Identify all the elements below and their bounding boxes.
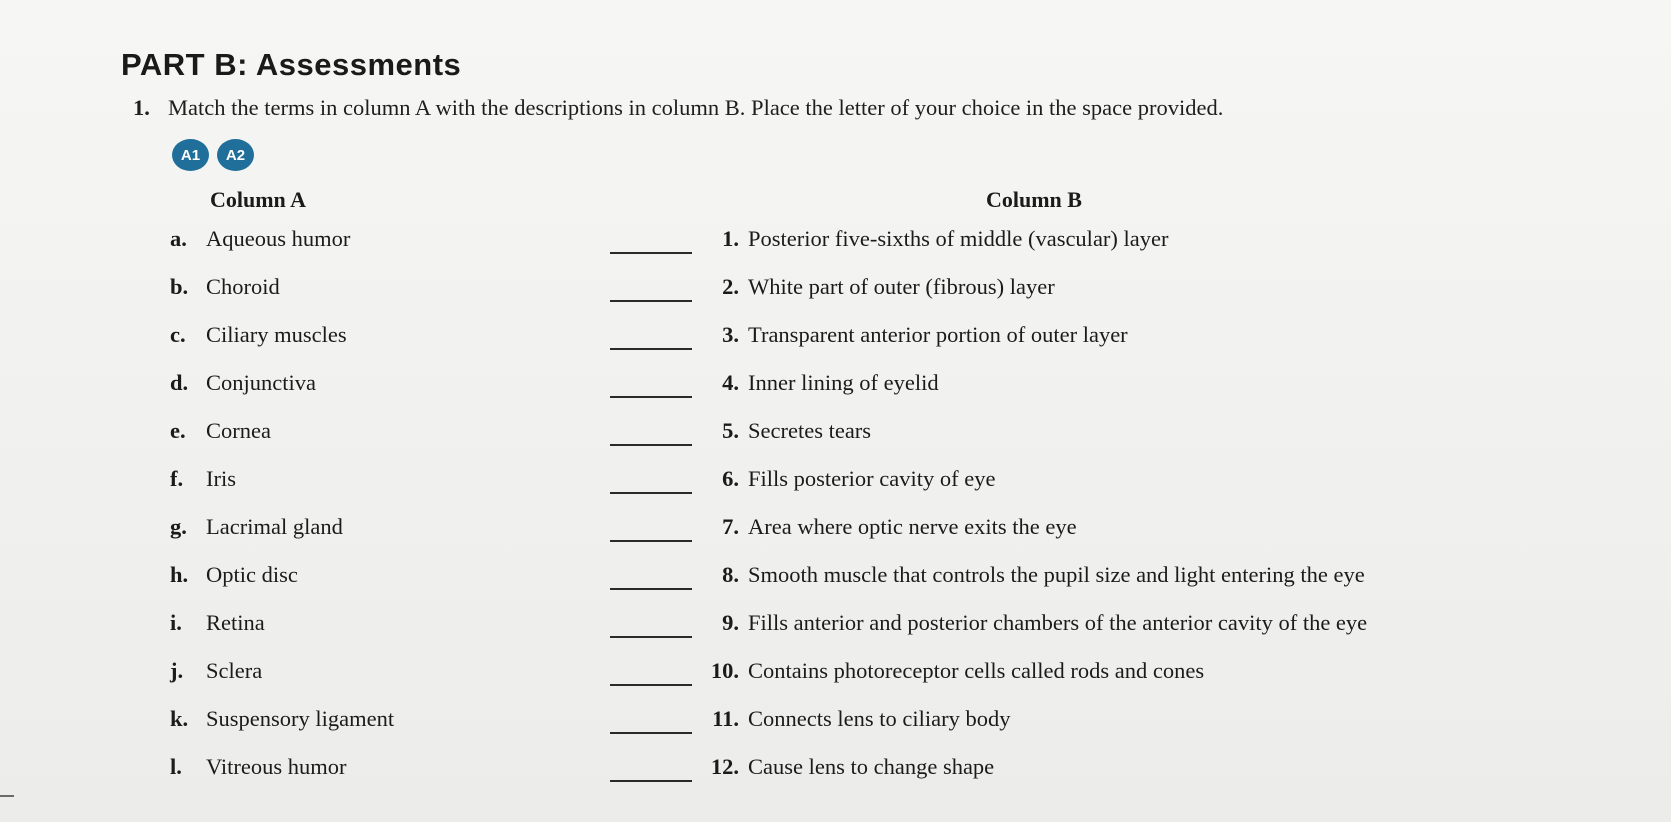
term-text: Aqueous humor: [206, 226, 351, 251]
term-letter: c.: [170, 322, 186, 347]
column-a-term: [170, 610, 265, 636]
question-number: 1.: [133, 95, 150, 120]
term-text: Iris: [206, 466, 236, 491]
description-number: 2.: [722, 274, 739, 299]
term-text: Lacrimal gland: [206, 514, 343, 539]
matching-row: [0, 698, 1671, 746]
answer-blank[interactable]: [610, 636, 692, 638]
term-text: Conjunctiva: [206, 370, 316, 395]
answer-blank[interactable]: [610, 588, 692, 590]
description-text: Transparent anterior portion of outer layer: [748, 322, 1128, 347]
description-number: 10.: [710, 658, 739, 683]
objective-badge-a1: A1: [172, 139, 209, 171]
column-b-description: [695, 658, 1204, 684]
description-number: 5.: [722, 418, 739, 443]
term-letter: a.: [170, 226, 187, 251]
question-prompt: [133, 95, 1223, 121]
column-a-term: [170, 274, 280, 300]
column-b-description: [695, 370, 939, 396]
matching-row: [0, 410, 1671, 458]
answer-blank[interactable]: [610, 348, 692, 350]
term-letter: i.: [170, 610, 182, 635]
matching-row: [0, 362, 1671, 410]
column-b-description: [695, 466, 995, 492]
column-b-description: [695, 514, 1077, 540]
page-title: PART B: Assessments: [121, 47, 462, 82]
description-text: Area where optic nerve exits the eye: [748, 514, 1077, 539]
column-a-term: [170, 418, 271, 444]
objective-badge-a2: A2: [217, 139, 254, 171]
column-b-description: [695, 226, 1169, 252]
column-b-description: [695, 754, 994, 780]
term-letter: g.: [170, 514, 187, 539]
answer-blank[interactable]: [610, 396, 692, 398]
term-letter: h.: [170, 562, 189, 587]
description-text: Connects lens to ciliary body: [748, 706, 1011, 731]
answer-blank[interactable]: [610, 492, 692, 494]
description-text: Contains photoreceptor cells called rods and cones: [748, 658, 1205, 683]
matching-row: [0, 218, 1671, 266]
column-b-description: [695, 418, 871, 444]
matching-row: [0, 602, 1671, 650]
column-a-term: [170, 754, 347, 780]
column-b-description: [695, 706, 1010, 732]
answer-blank[interactable]: [610, 540, 692, 542]
term-text: Vitreous humor: [206, 754, 347, 779]
term-text: Optic disc: [206, 562, 298, 587]
description-number: 3.: [722, 322, 739, 347]
term-letter: j.: [170, 658, 184, 683]
objective-badges: [172, 139, 254, 171]
matching-row: [0, 458, 1671, 506]
column-a-term: [170, 706, 394, 732]
description-number: 1.: [722, 226, 739, 251]
term-letter: f.: [170, 466, 184, 491]
column-a-term: [170, 322, 347, 348]
column-b-description: [695, 322, 1128, 348]
answer-blank[interactable]: [610, 252, 692, 254]
column-a-term: [170, 466, 236, 492]
matching-row: [0, 554, 1671, 602]
term-letter: d.: [170, 370, 189, 395]
term-letter: l.: [170, 754, 182, 779]
term-text: Cornea: [206, 418, 271, 443]
term-text: Choroid: [206, 274, 280, 299]
column-a-term: [170, 370, 316, 396]
column-b-header: Column B: [986, 187, 1082, 212]
answer-blank[interactable]: [610, 444, 692, 446]
term-text: Retina: [206, 610, 265, 635]
description-text: Fills anterior and posterior chambers of the anterior cavity of the eye: [748, 610, 1368, 635]
matching-list: [0, 218, 1671, 794]
page-edge-mark: [0, 795, 14, 797]
column-a-term: [170, 514, 343, 540]
description-text: White part of outer (fibrous) layer: [748, 274, 1055, 299]
description-number: 6.: [722, 466, 739, 491]
column-a-term: [170, 658, 262, 684]
term-letter: k.: [170, 706, 189, 731]
matching-row: [0, 506, 1671, 554]
answer-blank[interactable]: [610, 300, 692, 302]
term-text: Sclera: [206, 658, 263, 683]
description-number: 9.: [722, 610, 739, 635]
column-a-term: [170, 226, 350, 252]
description-number: 7.: [722, 514, 739, 539]
description-text: Secretes tears: [748, 418, 872, 443]
matching-row: [0, 266, 1671, 314]
matching-row: [0, 314, 1671, 362]
matching-row: [0, 746, 1671, 794]
column-a-header: Column A: [210, 187, 306, 212]
question-text: Match the terms in column A with the descriptions in column B. Place the letter of your choice in the space provided.: [168, 95, 1224, 120]
term-letter: e.: [170, 418, 186, 443]
description-number: 12.: [710, 754, 739, 779]
description-text: Inner lining of eyelid: [748, 370, 939, 395]
description-number: 11.: [712, 706, 739, 731]
description-text: Smooth muscle that controls the pupil size and light entering the eye: [748, 562, 1365, 587]
description-number: 4.: [722, 370, 739, 395]
column-b-description: [695, 274, 1055, 300]
answer-blank[interactable]: [610, 684, 692, 686]
description-text: Fills posterior cavity of eye: [748, 466, 996, 491]
matching-row: [0, 650, 1671, 698]
term-text: Suspensory ligament: [206, 706, 395, 731]
column-a-term: [170, 562, 298, 588]
description-text: Cause lens to change shape: [748, 754, 995, 779]
column-b-description: [695, 610, 1367, 636]
column-b-description: [695, 562, 1365, 588]
term-letter: b.: [170, 274, 189, 299]
answer-blank[interactable]: [610, 732, 692, 734]
description-number: 8.: [722, 562, 739, 587]
answer-blank[interactable]: [610, 780, 692, 782]
term-text: Ciliary muscles: [206, 322, 347, 347]
description-text: Posterior five-sixths of middle (vascular) layer: [748, 226, 1169, 251]
